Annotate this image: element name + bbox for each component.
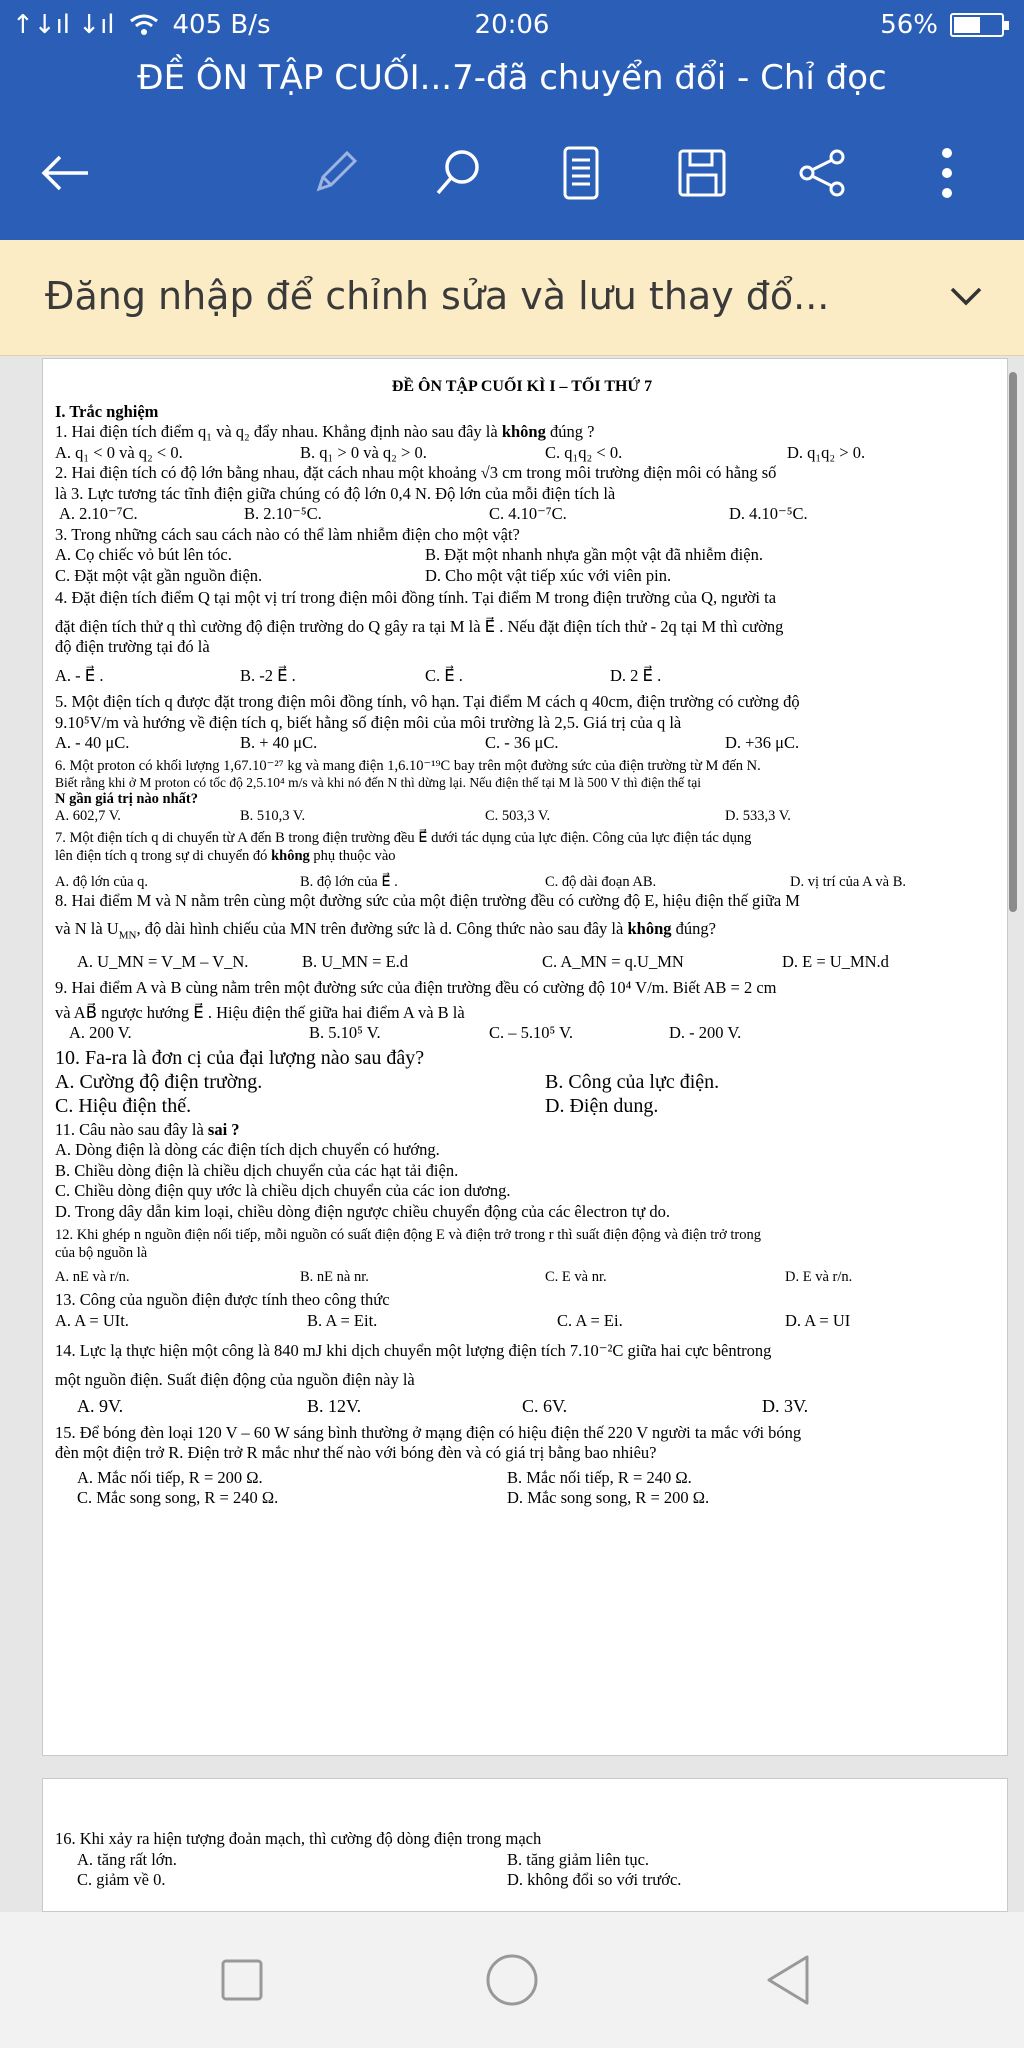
question-15: 15. Để bóng đèn loại 120 V – 60 W sáng bình thường ở mạng điện có hiệu điện thế 220 V người ta mắc với bóng: [55, 1422, 802, 1442]
question-8-line-2: và N là $U_{MN}$, độ dài hình chiếu của MN trên đường sức là d. Công thức nào sau đây là không đúng?: [55, 919, 716, 942]
question-2-line-2: là 3. Lực tương tác tĩnh điện giữa chúng có độ lớn 0,4 N. Độ lớn của mỗi điện tích là: [55, 483, 616, 503]
question-3: 3. Trong những cách sau cách nào có thể làm nhiễm điện cho một vật?: [55, 524, 520, 544]
status-bar: [0, 0, 1024, 50]
answers-3b: C. Đặt một vật gần nguồn điện. D. Cho một vật tiếp xúc với viên pin.: [55, 565, 672, 585]
question-4: 4. Đặt điện tích điểm Q tại một vị trí trong điện môi đồng tính. Tại điểm M trong điện trường của Q, người ta: [55, 588, 777, 607]
answers-16a: A. tăng rất lớn. B. tăng giảm liên tục.: [77, 1849, 650, 1869]
answers-4: A. - E⃗ . B. -2 E⃗ . C. E⃗ . D. 2 E⃗ .: [55, 665, 662, 685]
question-6-line-3: N gần giá trị nào nhất?: [55, 790, 199, 807]
answers-16b: C. giảm về 0. D. không đổi so với trước.: [77, 1870, 682, 1889]
answers-1: A. q₁ < 0 và q₂ < 0. B. q₁ > 0 và q₂ > 0. C. q₁q₂ < 0. D. q₁q₂ > 0.: [55, 442, 866, 462]
question-12: 12. Khi ghép n nguồn điện nối tiếp, mỗi nguồn có suất điện động E và điện trở trong r thì suất điện động và điện trở trong: [55, 1227, 761, 1244]
question-5: 5. Một điện tích q được đặt trong điện môi đồng tính, vô hạn. Tại điểm M cách q 40cm, điện trường có cường độ: [55, 692, 800, 711]
answers-13: A. A = UIt. B. A = Eit. C. A = Ei. D. A = UI: [55, 1310, 851, 1330]
answers-8: A. U_MN = V_M – V_N. B. U_MN = E.d C. A_MN = q.U_MN D. E = U_MN.d: [77, 951, 889, 971]
battery-icon: [950, 13, 1004, 37]
clock: 20:06: [474, 10, 550, 40]
question-2: 2. Hai điện tích có độ lớn bằng nhau, đặt cách nhau một khoảng √3 cm trong môi trường điện môi có hằng số: [55, 463, 777, 482]
chevron-down-icon[interactable]: [946, 276, 986, 316]
document-heading: ĐỀ ÔN TẬP CUỐI KÌ I – TỐI THỨ 7: [391, 378, 653, 395]
share-icon[interactable]: [788, 138, 858, 208]
question-1: 1. Hai điện tích điểm q₁ và q₂ đẩy nhau. Khẳng định nào sau đây là không đúng ?: [55, 422, 595, 441]
document-title: ĐỀ ÔN TẬP CUỐI...7-đã chuyển đổi - Chỉ đọc: [137, 58, 887, 98]
answer-11d: D. Trong dây dẫn kim loại, chiều dòng điện ngược chiều chuyển động của các êlectron tự do.: [55, 1201, 670, 1221]
question-7-line-2: lên điện tích q trong sự di chuyển đó không phụ thuộc vào: [55, 847, 396, 864]
question-4-line-2: đặt điện tích thử q thì cường độ điện trường do Q gây ra tại M là E⃗ . Nếu đặt điện tích thử - 2q tại M thì cường: [55, 616, 784, 636]
system-nav-bar: [0, 1912, 1024, 2048]
question-9-line-2: và AB⃗ ngược hướng E⃗ . Hiệu điện thế giữa hai điểm A và B là: [55, 1002, 465, 1022]
sign-in-message: Đăng nhập để chỉnh sửa và lưu thay đổ...: [45, 274, 830, 318]
question-13: 13. Công của nguồn điện được tính theo công thức: [55, 1290, 390, 1310]
answers-3a: A. Cọ chiếc vỏ bút lên tóc. B. Đặt một nhanh nhựa gần một vật đã nhiễm điện.: [55, 545, 763, 564]
answers-15b: C. Mắc song song, R = 240 Ω. D. Mắc song song, R = 200 Ω.: [77, 1488, 710, 1508]
answer-11b: B. Chiều dòng điện là chiều dịch chuyển của các hạt tải điện.: [55, 1160, 459, 1180]
answers-5: A. - 40 μC. B. + 40 μC. C. - 36 μC. D. +36 μC.: [55, 733, 800, 752]
document-icon[interactable]: [546, 138, 616, 208]
answers-2: A. 2.10⁻⁷C. B. 2.10⁻⁵C. C. 4.10⁻⁷C. D. 4.10⁻⁵C.: [59, 504, 808, 523]
answers-14: A. 9V. B. 12V. C. 6V. D. 3V.: [77, 1396, 809, 1417]
question-4-line-3: độ điện trường tại đó là: [55, 637, 210, 656]
answer-11c: C. Chiều dòng điện quy ước là chiều dịch chuyển của các ion dương.: [55, 1181, 511, 1201]
save-icon[interactable]: [667, 138, 737, 208]
question-14: 14. Lực lạ thực hiện một công là 840 mJ khi dịch chuyển một lượng điện tích 7.10⁻²C giữa hai cực bêntrong: [55, 1341, 772, 1361]
battery-percent: 56%: [880, 10, 938, 40]
answers-6: A. 602,7 V. B. 510,3 V. C. 503,3 V. D. 533,3 V.: [55, 807, 791, 824]
back-icon[interactable]: [30, 138, 100, 208]
question-6-line-2: Biết rằng khi ở M proton có tốc độ 2,5.10⁴ m/s và khi nó đến N thì dừng lại. Nếu điện thế tại M là 500 V thì điện thế tại: [55, 774, 701, 790]
question-14-line-2: một nguồn điện. Suất điện động của nguồn điện này là: [55, 1369, 415, 1389]
document-content: [55, 377, 989, 1509]
document-content-2: [55, 1829, 989, 1891]
more-icon[interactable]: [912, 138, 982, 208]
question-12-line-2: của bộ nguồn là: [55, 1245, 148, 1262]
sign-in-banner[interactable]: [0, 240, 1024, 356]
question-16: 16. Khi xảy ra hiện tượng đoản mạch, thì cường độ dòng điện trong mạch: [55, 1829, 542, 1848]
question-11: 11. Câu nào sau đây là sai ?: [55, 1119, 240, 1139]
answers-7: A. độ lớn của q. B. độ lớn của E⃗ . C. độ dài đoạn AB. D. vị trí của A và B.: [55, 873, 906, 890]
section-title: I. Trắc nghiệm: [55, 401, 159, 421]
toolbar: [0, 138, 1024, 208]
answers-9: A. 200 V. B. 5.10⁵ V. C. – 5.10⁵ V. D. - 200 V.: [69, 1023, 742, 1043]
answers-10b: C. Hiệu điện thế. D. Điện dung.: [55, 1094, 659, 1117]
home-icon[interactable]: [484, 1952, 540, 2008]
question-10: 10. Fa-ra là đơn cị của đại lượng nào sau đây?: [55, 1046, 425, 1069]
answer-11a: A. Dòng điện là dòng các điện tích dịch chuyển có hướng.: [55, 1140, 440, 1160]
question-8: 8. Hai điểm M và N nằm trên cùng một đường sức của một điện trường đều có cường độ E, hiệu điện thế giữa M: [55, 890, 800, 910]
document-page[interactable]: [42, 358, 1008, 1756]
question-15-line-2: đèn một điện trở R. Điện trở R mắc như thế nào với bóng đèn và có giá trị bằng bao nhiêu?: [55, 1443, 657, 1463]
question-6: 6. Một proton có khối lượng 1,67.10⁻²⁷ kg và mang điện 1,6.10⁻¹⁹C bay trên một đường sức của điện trường từ M đến N.: [55, 757, 761, 774]
back-triangle-icon[interactable]: [760, 1952, 816, 2008]
answers-15a: A. Mắc nối tiếp, R = 200 Ω. B. Mắc nối tiếp, R = 240 Ω.: [77, 1467, 692, 1487]
document-page-2[interactable]: [42, 1778, 1008, 1912]
scrollbar[interactable]: [1009, 372, 1017, 912]
question-9: 9. Hai điểm A và B cùng nằm trên một đường sức của điện trường đều có cường độ 10⁴ V/m. Biết AB = 2 cm: [55, 978, 777, 998]
question-5-line-2: 9.10⁵V/m và hướng về điện tích q, biết hằng số điện môi của môi trường là 2,5. Giá trị của q là: [55, 712, 682, 732]
answers-12: A. nE và r/n. B. nE nà nr. C. E và nr. D. E và r/n.: [55, 1269, 853, 1286]
recents-icon[interactable]: [214, 1952, 270, 2008]
answers-10a: A. Cường độ điện trường. B. Công của lực điện.: [55, 1070, 720, 1093]
signal-indicator: ↑↓ıl ↓ıl: [12, 10, 115, 40]
app-header: [0, 0, 1024, 240]
pencil-icon[interactable]: [300, 138, 370, 208]
search-icon[interactable]: [423, 138, 493, 208]
network-speed: 405 B/s: [172, 10, 271, 40]
question-7: 7. Một điện tích q di chuyển từ A đến B trong điện trường đều E⃗ dưới tác dụng của lực điện. Công của lực điện tác dụng: [55, 829, 752, 846]
